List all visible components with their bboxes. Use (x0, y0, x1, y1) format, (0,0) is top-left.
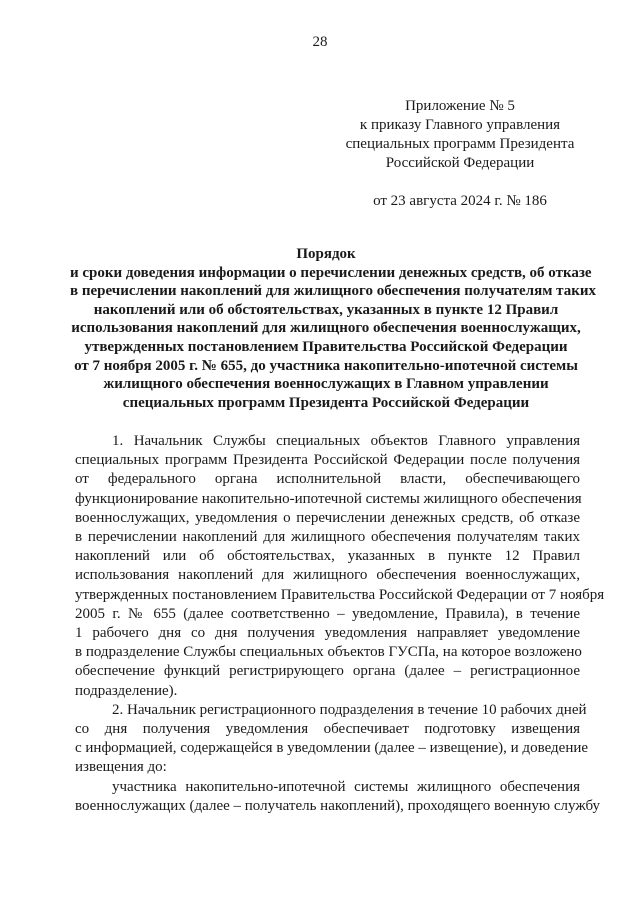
appendix-date: от 23 августа 2024 г. № 186 (373, 193, 547, 209)
title-line: использования накоплений для жилищного обеспечения военнослужащих, (71, 320, 581, 337)
title-line: от 7 ноября 2005 г. № 655, до участника накопительно-ипотечной системы (74, 357, 578, 374)
appendix-line: Российской Федерации (385, 155, 535, 171)
body-line: 1 рабочего дня со дня получения уведомления направляет уведомление (75, 625, 580, 642)
body-line: участника накопительно-ипотечной системы жилищного обеспечения (112, 778, 580, 795)
title-line: специальных программ Президента Российской Федерации (122, 394, 530, 411)
body-line: функционирование накопительно-ипотечной системы жилищного обеспечения (75, 490, 582, 507)
document-title (70, 245, 596, 412)
body-line: специальных программ Президента Российской Федерации после получения (75, 452, 580, 469)
body-line: со дня получения уведомления обеспечивает подготовку извещения (75, 721, 580, 738)
page-number: 28 (312, 34, 328, 50)
paragraph-1 (75, 432, 605, 701)
body-line: в перечислении накоплений для жилищного обеспечения получателям таких (75, 529, 580, 546)
body-line: военнослужащих, уведомления о перечислении денежных средств, об отказе (75, 509, 580, 526)
body-line: подразделение). (75, 682, 178, 699)
appendix-line: специальных программ Президента (345, 136, 575, 152)
title-line: жилищного обеспечения военнослужащих в Главном управлении (103, 376, 549, 393)
appendix-line: Приложение № 5 (405, 98, 515, 114)
body-line: с информацией, содержащейся в уведомлении (далее – извещение), и доведение (75, 740, 589, 757)
paragraph-3 (75, 778, 601, 816)
body-line: 2005 г. № 655 (далее соответственно – уведомление, Правила), в течение (75, 605, 580, 622)
body-line: от федерального органа исполнительной власти, обеспечивающего (75, 471, 580, 488)
title-line: и сроки доведения информации о перечислении денежных средств, об отказе (70, 264, 592, 281)
body-line: 1. Начальник Службы специальных объектов Главного управления (112, 433, 580, 449)
title-heading: Порядок (296, 246, 356, 262)
body-line: использования накоплений для жилищного обеспечения военнослужащих, (75, 567, 580, 584)
body-line: накоплений или об обстоятельствах, указанных в пункте 12 Правил (75, 548, 580, 565)
title-line: в перечислении накоплений для жилищного обеспечения получателям таких (70, 283, 596, 300)
body-line: утвержденных постановлением Правительства Российской Федерации от 7 ноября (75, 586, 605, 603)
appendix-line: к приказу Главного управления (359, 117, 561, 133)
body-line: в подразделение Службы специальных объектов ГУСПа, на которое возложено (75, 644, 582, 661)
appendix-block (330, 97, 590, 211)
body-line: 2. Начальник регистрационного подразделения в течение 10 рабочих дней (112, 701, 587, 718)
paragraph-2 (75, 701, 589, 778)
body-line: извещения до: (75, 759, 167, 776)
body-line: военнослужащих (далее – получатель накоплений), проходящего военную службу (75, 797, 601, 814)
document-body (75, 432, 605, 816)
appendix-spacer (330, 173, 590, 192)
title-line: утвержденных постановлением Правительства Российской Федерации (84, 338, 568, 355)
title-line: накоплений или об обстоятельствах, указанных в пункте 12 Правил (93, 301, 559, 318)
body-line: обеспечение функций регистрирующего органа (далее – регистрационное (75, 663, 580, 680)
